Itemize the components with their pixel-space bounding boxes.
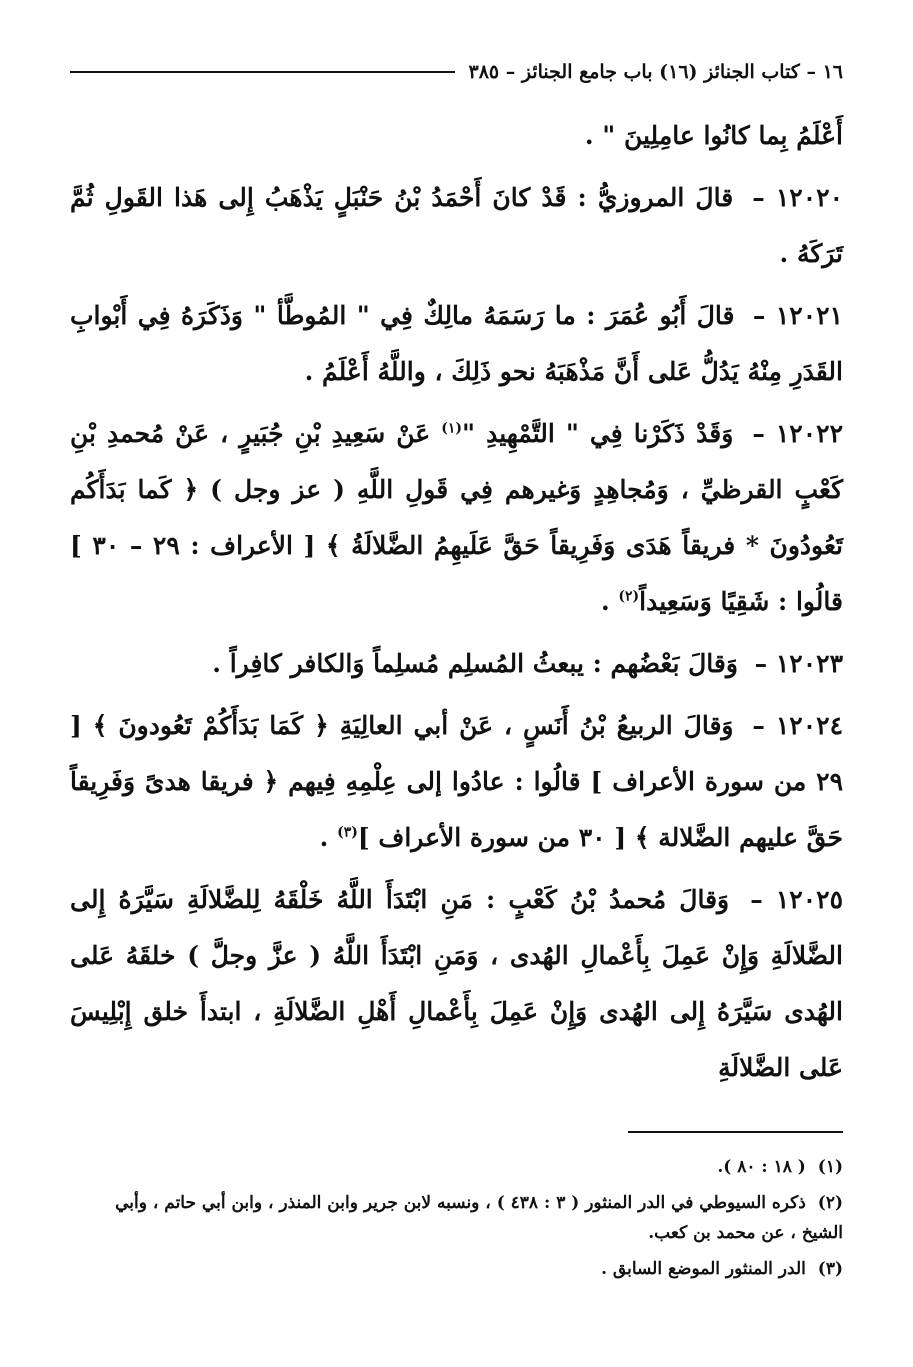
footnote-text: ذكره السيوطي في الدر المنثور ( ٣ : ٤٣٨ ) ، ونسبه لابن جرير وابن المنذر ، وابن أبي حاتم ، وأبي الشيخ ، عن محمد بن كعب.	[115, 1193, 843, 1243]
paragraph-12023	[70, 636, 843, 692]
paragraph-number: ١٢٠٢١ –	[752, 301, 843, 330]
footnote-ref[interactable]: (٢)	[618, 588, 640, 605]
footnote-text: الدر المنثور الموضع السابق .	[601, 1259, 806, 1279]
paragraph-12022	[70, 406, 843, 630]
paragraph-number: ١٢٠٢٥ –	[750, 885, 843, 914]
main-text	[70, 108, 843, 1102]
running-header	[70, 58, 843, 86]
footnotes	[70, 1152, 843, 1290]
footnote-ref[interactable]: (١)	[441, 420, 463, 437]
footnote-separator	[628, 1131, 843, 1133]
paragraph-number: ١٢٠٢٠ –	[752, 183, 843, 212]
footnote-1	[70, 1152, 843, 1182]
paragraph-text-end: .	[600, 587, 619, 616]
paragraph-text-cont: عَنْ سَعِيدِ بْنِ جُبَيرٍ ، عَنْ مُحمدِ بْنِ كَعْبٍ القرظيِّ ، وَمُجاهِدٍ وَغيرهم فِي قَولِ اللَّهِ ( عز وجل ) ﴿ كَما بَدَأَكُم تَعُودُونَ * فريقاً هَدَى وَفَرِيقاً حَقَّ عَلَيهِمُ الضَّلالَةُ ﴾ [ الأعراف : ٢٩ – ٣٠ ] قالُوا : شَقِيًا وَسَعِيداً	[70, 419, 843, 616]
paragraph-12020	[70, 170, 843, 282]
paragraph-12025	[70, 872, 843, 1096]
footnote-ref[interactable]: (٣)	[337, 824, 358, 841]
footnote-label: (١)	[817, 1157, 843, 1177]
paragraph-text: قالَ المروزيُّ : قَدْ كانَ أَحْمَدُ بْنُ حَنْبَلٍ يَذْهَبُ إِلى هَذا القَولِ ثُمَّ تَرَكَهُ .	[70, 183, 843, 268]
footnote-3	[70, 1254, 843, 1284]
header-rule	[70, 71, 455, 73]
paragraph-12024	[70, 698, 843, 866]
paragraph-text: قالَ أَبُو عُمَرَ : ما رَسَمَهُ مالِكٌ فِي " المُوطَّأ " وَذَكَرَهُ فِي أَبْوابِ القَدَرِ مِنْهُ يَدُلُّ عَلى أَنَّ مَذْهَبَهُ نحو ذَلِكَ ، واللَّهُ أَعْلَمُ .	[70, 301, 843, 386]
footnote-2	[70, 1188, 843, 1248]
footnote-text: ( ١٨ : ٨٠ ).	[717, 1157, 806, 1177]
paragraph-text: وَقالَ الربيعُ بْنُ أَنَسٍ ، عَنْ أبي العالِيَةِ ﴿ كَمَا بَدَأَكُمْ تَعُودونَ ﴾ [ ٢٩ من سورة الأعراف ] قالُوا : عادُوا إلى عِلْمِهِ فِيهم ﴿ فريقا هدىً وَفَرِيقاً حَقَّ عليهم الضَّلالة ﴾ [ ٣٠ من سورة الأعراف ]	[70, 711, 843, 852]
paragraph-continuation	[70, 108, 843, 164]
footnote-label: (٣)	[817, 1259, 843, 1279]
paragraph-number: ١٢٠٢٢ –	[752, 419, 843, 448]
footnote-label: (٢)	[817, 1193, 843, 1213]
paragraph-text: أَعْلَمُ بِما كانُوا عامِلِينَ " .	[584, 121, 843, 150]
paragraph-number: ١٢٠٢٣ –	[754, 649, 843, 678]
header-title: ١٦ – كتاب الجنائز (١٦) باب جامع الجنائز – ٣٨٥	[468, 61, 843, 83]
paragraph-text: وَقَدْ ذَكَرْنا فِي " التَّمْهِيدِ "	[462, 419, 734, 448]
paragraph-number: ١٢٠٢٤ –	[752, 711, 843, 740]
paragraph-12021	[70, 288, 843, 400]
paragraph-text: وَقالَ بَعْضُهم : يبعثُ المُسلِم مُسلِماً وَالكافر كافِراً .	[212, 649, 738, 678]
paragraph-text-end: .	[319, 823, 338, 852]
paragraph-text: وَقالَ مُحمدُ بْنُ كَعْبٍ : مَنِ ابْتَدَأَ اللَّهُ خَلْقَهُ لِلضَّلالَةِ سَيَّرَهُ إِلى الضَّلالَةِ وَإِنْ عَمِلَ بِأَعْمالِ الهُدى ، وَمَنِ ابْتَدَأَ اللَّهُ ( عزَّ وجلَّ ) خلقَهُ عَلى الهُدى سَيَّرَهُ إِلى الهُدى وَإِنْ عَمِلَ بِأَعْمالِ أَهْلِ الضَّلالَةِ ، ابتدأَ خلق إِبْلِيسَ عَلى الضَّلالَةِ	[70, 885, 843, 1082]
